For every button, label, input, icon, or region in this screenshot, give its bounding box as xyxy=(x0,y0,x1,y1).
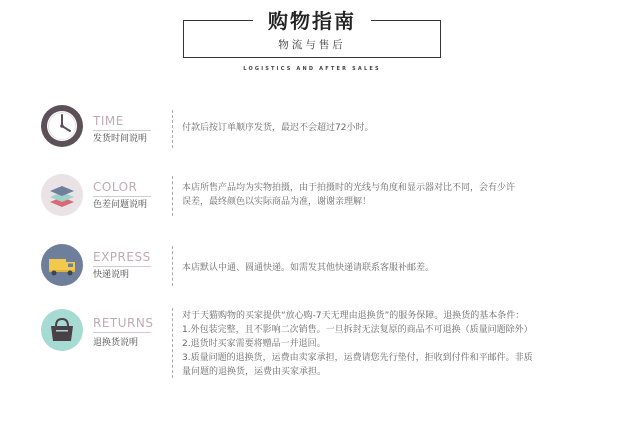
section-title-en: EXPRESS xyxy=(93,250,151,264)
section-title-underline xyxy=(93,196,151,197)
section-description xyxy=(182,309,587,379)
clock-icon xyxy=(41,105,83,147)
section-title-cn: 退换货说明 xyxy=(93,338,139,348)
section-description xyxy=(182,181,587,209)
section-returns xyxy=(0,306,620,381)
section-divider xyxy=(172,110,173,148)
shopping-bag-icon xyxy=(41,309,83,351)
section-title-underline xyxy=(93,266,151,267)
section-title-cn: 发货时间说明 xyxy=(93,134,148,144)
layers-icon xyxy=(41,174,83,216)
description-line: 1.外包装完整，且不影响二次销售。一旦拆封无法复原的商品不可退换（质量问题除外） xyxy=(182,325,533,335)
section-divider xyxy=(172,176,173,216)
section-title-underline xyxy=(93,332,151,333)
section-title-underline xyxy=(93,130,151,131)
section-color xyxy=(0,170,620,220)
section-express xyxy=(0,240,620,290)
section-title-cn: 色差问题说明 xyxy=(93,200,148,210)
section-divider xyxy=(172,308,173,378)
description-line: 本店默认中通、圆通快递。如需发其他快递请联系客服补邮差。 xyxy=(182,263,435,273)
page-subtitle: 物流与售后 xyxy=(278,39,346,51)
description-line: 量问题的退换货，运费由买家承担。 xyxy=(182,367,327,377)
section-title-en: RETURNS xyxy=(93,316,154,330)
description-line: 本店所售产品均为实物拍摄，由于拍摄时的光线与角度和显示器对比不同，会有少许 xyxy=(182,183,516,193)
section-description xyxy=(182,121,587,135)
truck-icon xyxy=(41,244,83,286)
description-line: 3.质量问题的退换货，运费由卖家承担，运费请您先行垫付，拒收到付件和平邮件。非质 xyxy=(182,353,533,363)
section-time xyxy=(0,104,620,149)
page-tagline: LOGISTICS AND AFTER SALES xyxy=(243,66,381,72)
section-title-en: COLOR xyxy=(93,180,138,194)
section-title-en: TIME xyxy=(93,114,124,128)
page-title: 购物指南 xyxy=(268,9,356,33)
description-line: 付款后按订单顺序发货，最迟不会超过72小时。 xyxy=(182,123,374,133)
description-line: 误差，最终颜色以实际商品为准，谢谢亲理解！ xyxy=(182,197,372,207)
description-line: 对于天猫购物的买家提供“放心购-7天无理由退换货”的服务保障。退换货的基本条件： xyxy=(182,311,525,321)
description-line: 2.退货时买家需要将赠品一并退回。 xyxy=(182,339,326,349)
section-divider xyxy=(172,246,173,286)
section-description xyxy=(182,261,587,275)
section-title-cn: 快递说明 xyxy=(93,270,130,280)
